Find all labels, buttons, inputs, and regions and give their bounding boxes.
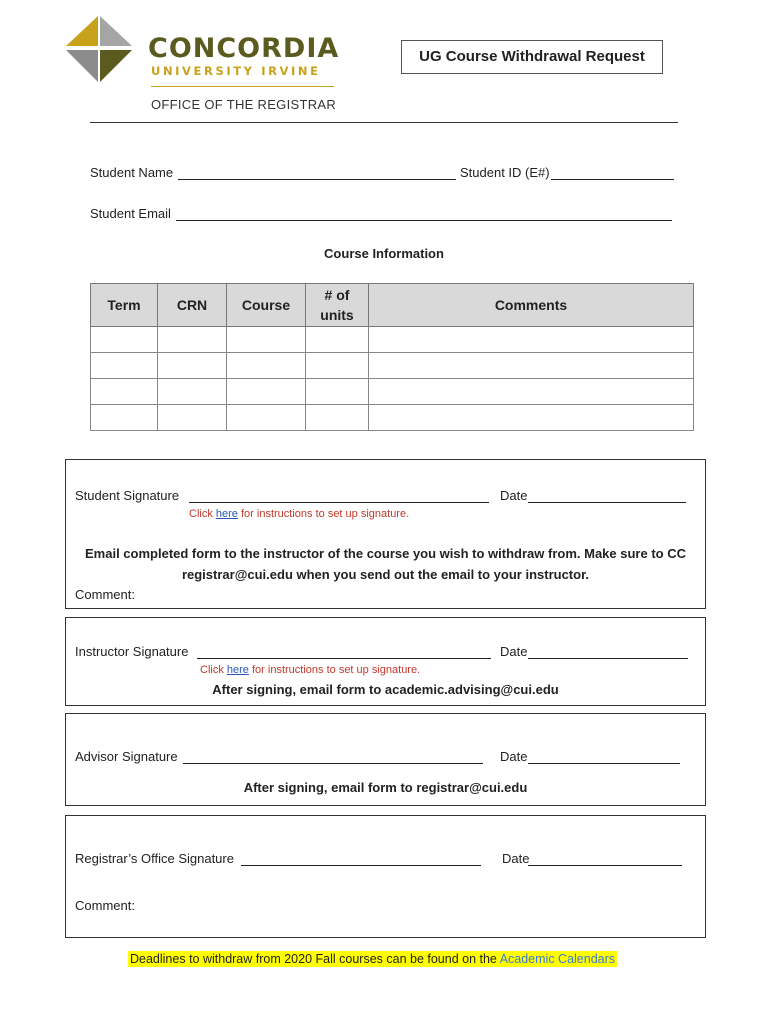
advisor-signature-label: Advisor Signature — [75, 749, 178, 764]
registrar-signature-field[interactable] — [241, 865, 481, 866]
table-row — [91, 405, 694, 431]
table-row — [91, 379, 694, 405]
column-header-course: Course — [227, 284, 306, 327]
column-header-term: Term — [91, 284, 158, 327]
comments-cell[interactable] — [369, 353, 694, 379]
crn-cell[interactable] — [158, 379, 227, 405]
crn-cell[interactable] — [158, 327, 227, 353]
student-signature-section — [65, 459, 706, 609]
registrar-signature-label: Registrar’s Office Signature — [75, 851, 234, 866]
table-header-row — [91, 284, 694, 327]
registrar-date-label: Date — [502, 851, 530, 866]
term-cell[interactable] — [91, 327, 158, 353]
advisor-date-label: Date — [500, 749, 528, 764]
units-cell[interactable] — [306, 405, 369, 431]
registrar-signature-section — [65, 815, 706, 938]
student-help-link[interactable]: here — [215, 508, 238, 520]
instructor-signature-label: Instructor Signature — [75, 644, 189, 659]
student-date-label: Date — [500, 488, 528, 503]
table-row — [91, 327, 694, 353]
column-header-comments: Comments — [369, 284, 694, 327]
help-prefix: Click — [200, 664, 224, 676]
student-signature-help — [189, 508, 409, 520]
help-suffix: for instructions to set up signature. — [241, 508, 410, 520]
instructor-help-link[interactable]: here — [226, 664, 249, 676]
instructor-signature-help — [200, 664, 420, 676]
student-instruction-line1: Email completed form to the instructor of the course you wish to withdraw from. Make sure to CC — [85, 546, 686, 561]
student-email-field[interactable] — [176, 220, 672, 221]
instructor-signature-section — [65, 617, 706, 706]
instructor-instruction: After signing, email form to academic.advising@cui.edu — [212, 682, 559, 697]
instructor-date-field[interactable] — [528, 658, 688, 659]
student-id-field[interactable] — [551, 179, 674, 180]
course-info-heading: Course Information — [324, 246, 444, 261]
student-signature-label: Student Signature — [75, 488, 180, 503]
header-divider — [90, 122, 678, 123]
deadline-note — [128, 951, 617, 967]
advisor-instruction: After signing, email form to registrar@cui.edu — [243, 780, 528, 795]
form-title: UG Course Withdrawal Request — [401, 40, 663, 74]
course-cell[interactable] — [227, 327, 306, 353]
term-cell[interactable] — [91, 405, 158, 431]
instructor-signature-field[interactable] — [197, 658, 491, 659]
column-header-units-label: # of units — [320, 287, 354, 323]
student-instruction-line2: registrar@cui.edu when you send out the email to your instructor. — [181, 567, 590, 582]
advisor-date-field[interactable] — [528, 763, 680, 764]
registrar-date-field[interactable] — [528, 865, 682, 866]
comments-cell[interactable] — [369, 405, 694, 431]
column-header-crn: CRN — [158, 284, 227, 327]
logo-divider — [151, 86, 334, 87]
student-name-label: Student Name — [90, 165, 174, 180]
course-cell[interactable] — [227, 353, 306, 379]
course-info-table — [90, 283, 694, 431]
term-cell[interactable] — [91, 353, 158, 379]
student-email-label: Student Email — [90, 206, 171, 221]
advisor-signature-field[interactable] — [183, 763, 483, 764]
advisor-signature-section — [65, 713, 706, 806]
units-cell[interactable] — [306, 353, 369, 379]
term-cell[interactable] — [91, 379, 158, 405]
course-cell[interactable] — [227, 405, 306, 431]
help-prefix: Click — [189, 508, 213, 520]
office-name: OFFICE OF THE REGISTRAR — [151, 97, 337, 112]
table-row — [91, 353, 694, 379]
deadline-text: Deadlines to withdraw from 2020 Fall courses can be found on the — [130, 952, 497, 966]
student-date-field[interactable] — [528, 502, 686, 503]
student-signature-field[interactable] — [189, 502, 489, 503]
course-cell[interactable] — [227, 379, 306, 405]
logo-university: UNIVERSITY IRVINE — [151, 64, 321, 78]
comments-cell[interactable] — [369, 379, 694, 405]
crn-cell[interactable] — [158, 353, 227, 379]
student-comment-label: Comment: — [75, 587, 135, 602]
help-suffix: for instructions to set up signature. — [252, 664, 421, 676]
logo-name: CONCORDIA — [148, 33, 340, 64]
academic-calendars-link[interactable]: Academic Calendars — [499, 952, 616, 966]
concordia-cross-logo-icon — [64, 14, 134, 84]
comments-cell[interactable] — [369, 327, 694, 353]
student-name-field[interactable] — [178, 179, 456, 180]
units-cell[interactable] — [306, 379, 369, 405]
registrar-comment-label: Comment: — [75, 898, 135, 913]
student-id-label: Student ID (E#) — [460, 165, 550, 180]
units-cell[interactable] — [306, 327, 369, 353]
column-header-units — [306, 284, 369, 327]
instructor-date-label: Date — [500, 644, 528, 659]
crn-cell[interactable] — [158, 405, 227, 431]
